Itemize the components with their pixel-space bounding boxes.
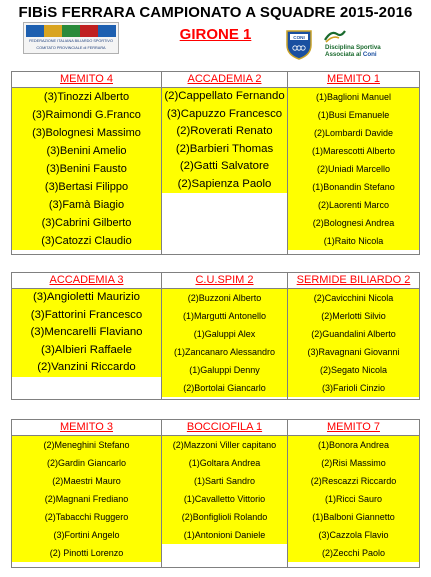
player: (2)Sapienza Paolo: [177, 177, 272, 190]
fibis-logo: [23, 22, 119, 54]
team-name: ACCADEMIA 2: [162, 72, 287, 88]
dsa-logo-text: [325, 44, 395, 58]
player: (2)Guandalini Alberto: [311, 329, 396, 339]
fibis-logo-line2: COMITATO PROVINCIALE di FERRARA: [36, 46, 106, 50]
player: (3)Ravagnani Giovanni: [307, 347, 400, 357]
player: (3)Tinozzi Alberto: [43, 91, 130, 103]
player-list: [162, 289, 287, 397]
player: (2)Tabacchi Ruggero: [44, 512, 129, 522]
player: (2) Pinotti Lorenzo: [49, 548, 124, 558]
team-card: [288, 420, 419, 567]
player-list: [12, 436, 161, 562]
dsa-logo-line2: Associata al Coni: [325, 51, 377, 58]
player: (2)Cappellato Fernando: [164, 90, 285, 102]
player: (3)Angioletti Maurizio: [33, 291, 140, 303]
player: (2)Barbieri Thomas: [175, 142, 274, 155]
player: (2)Bonfiglioli Rolando: [181, 512, 268, 522]
player: (3)Albieri Raffaele: [41, 343, 132, 356]
fibis-logo-mark: [26, 25, 116, 37]
team-name: C.U.SPIM 2: [162, 273, 287, 289]
player: (2)Vanzini Riccardo: [37, 361, 136, 373]
team-card: [162, 273, 288, 399]
player: (1)Margutti Antonello: [182, 311, 267, 321]
player: (2)Mazzoni Viller capitano: [172, 440, 277, 450]
team-card: [12, 420, 162, 567]
player: (2)Maestri Mauro: [52, 476, 121, 486]
player: (2)Merlotti Silvio: [321, 311, 386, 321]
player: (2)Meneghini Stefano: [43, 440, 130, 450]
team-card: [288, 273, 419, 399]
player: (1)Zancanaro Alessandro: [173, 347, 276, 357]
player: (3)Fortini Angelo: [53, 530, 120, 540]
player: (2)Segato Nicola: [319, 365, 388, 375]
player: (3)Fattorini Francesco: [30, 308, 143, 321]
player-list: [162, 436, 287, 544]
player: (3)Cabrini Gilberto: [41, 217, 132, 229]
player: (1)Cavalletto Vittorio: [183, 494, 266, 504]
player: (3)Cazzola Flavio: [318, 530, 389, 540]
team-card: [162, 72, 288, 254]
player: (2)Roverati Renato: [176, 125, 273, 137]
player-list: [288, 88, 419, 250]
player: (3)Bolognesi Massimo: [32, 127, 141, 139]
player: (1)Galuppi Alex: [193, 329, 256, 339]
team-card: [288, 72, 419, 254]
coni-shield-text: CONI: [293, 35, 305, 40]
player: (3)Capuzzo Francesco: [166, 107, 283, 120]
team-name: ACCADEMIA 3: [12, 273, 161, 289]
player: (2)Risi Massimo: [321, 458, 386, 468]
player: (1)Bonandin Stefano: [312, 182, 395, 192]
player-list: [288, 436, 419, 562]
player: (1)Galuppi Denny: [189, 365, 260, 375]
player: (1)Balboni Giannetto: [312, 512, 395, 522]
championship-title: FIBiS FERRARA CAMPIONATO A SQUADRE 2015-2016: [18, 4, 413, 21]
dsa-logo-line3: Coni: [362, 51, 377, 58]
player: (1)Raito Nicola: [323, 236, 384, 246]
player: (3)Mencarelli Flaviano: [30, 326, 143, 338]
player: (3)Raimondi G.Franco: [32, 109, 141, 121]
player: (2)Uniadi Marcello: [316, 164, 391, 174]
team-card: [12, 273, 162, 399]
player: (2)Zecchi Paolo: [321, 548, 386, 558]
player: (2)Cavicchini Nicola: [313, 293, 394, 303]
player: (2)Gardin Giancarlo: [46, 458, 127, 468]
player: (2)Rescazzi Riccardo: [310, 476, 397, 486]
team-name: SERMIDE BILIARDO 2: [288, 273, 419, 289]
group-section-1: [11, 71, 420, 255]
player: (2)Magnani Frediano: [44, 494, 129, 504]
player: (2)Bolognesi Andrea: [312, 218, 395, 228]
player: (1)Busi Emanuele: [317, 110, 390, 120]
player: (1)Sarti Sandro: [193, 476, 256, 486]
player: (2)Buzzoni Alberto: [187, 293, 262, 303]
coni-shield-logo: [285, 29, 313, 60]
player: (3)Benini Amelio: [46, 145, 127, 157]
player: (3)Farioli Cinzio: [321, 383, 385, 393]
player-list: [162, 88, 287, 193]
dsa-logo: [323, 28, 393, 60]
team-name: MEMITO 7: [288, 420, 419, 436]
group-title: GIRONE 1: [179, 26, 252, 43]
team-name: MEMITO 1: [288, 72, 419, 88]
fibis-logo-line1: FEDERAZIONE ITALIANA BILIARDO SPORTIVO: [29, 39, 113, 43]
team-name: MEMITO 3: [12, 420, 161, 436]
group-section-3: [11, 419, 420, 568]
player-list: [288, 289, 419, 397]
player: (2)Bortolai Giancarlo: [183, 383, 266, 393]
group-section-2: [11, 272, 420, 400]
player: (3)Benini Fausto: [46, 163, 127, 175]
player: (3)Famà Biagio: [48, 199, 125, 211]
player-list: [12, 289, 161, 377]
dsa-logo-line1: Disciplina Sportiva: [325, 44, 381, 51]
player: (1)Antonioni Daniele: [183, 530, 266, 540]
player: (1)Bonora Andrea: [317, 440, 390, 450]
player: (2)Laorenti Marco: [317, 200, 390, 210]
team-card: [162, 420, 288, 567]
player: (2)Lombardi Davide: [313, 128, 394, 138]
player: (3)Catozzi Claudio: [41, 235, 132, 247]
player: (2)Gatti Salvatore: [179, 160, 270, 172]
team-name: MEMITO 4: [12, 72, 161, 88]
player: (1)Ricci Sauro: [324, 494, 382, 504]
player: (3)Bertasi Filippo: [44, 181, 129, 193]
player: (1)Marescotti Alberto: [311, 146, 396, 156]
team-card: [12, 72, 162, 254]
page-header: [0, 0, 431, 62]
player: (1)Goltara Andrea: [188, 458, 261, 468]
player-list: [12, 88, 161, 250]
dsa-mark-icon: [323, 28, 347, 44]
player: (1)Baglioni Manuel: [315, 92, 392, 102]
team-name: BOCCIOFILA 1: [162, 420, 287, 436]
